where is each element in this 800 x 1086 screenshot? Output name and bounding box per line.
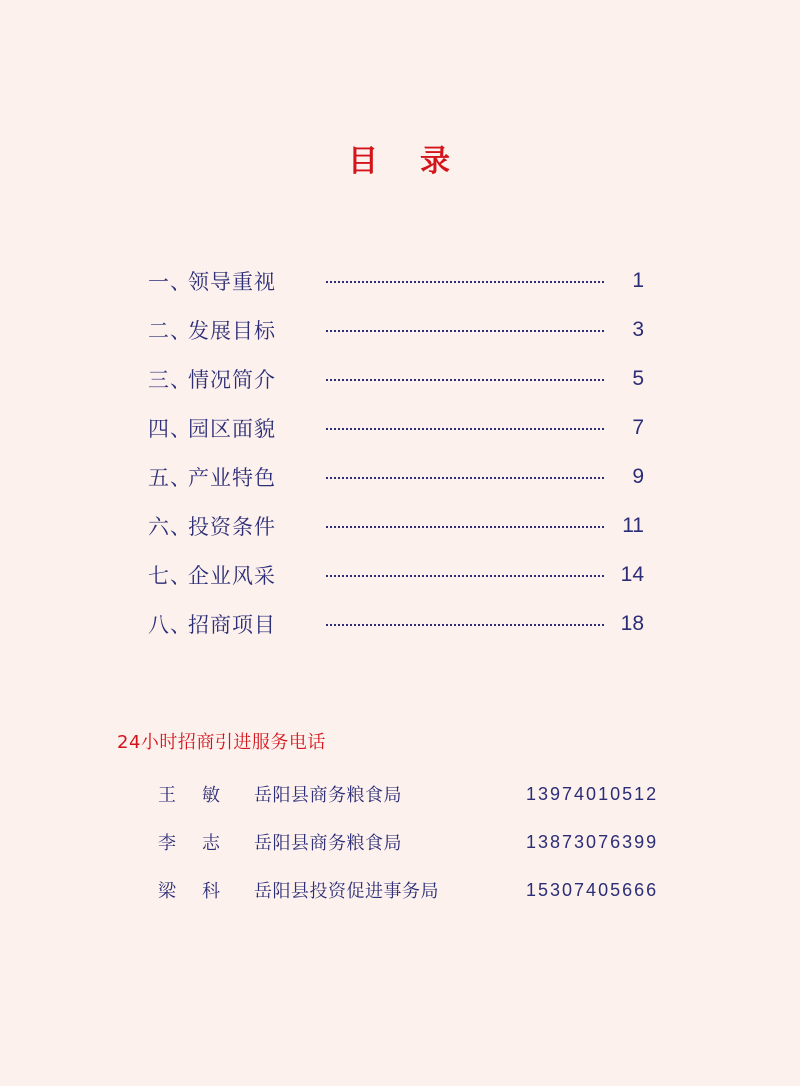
toc-number: 二、 (148, 318, 192, 343)
toc-row[interactable] (148, 305, 648, 354)
toc-title: 投资条件 (188, 514, 276, 539)
toc-number: 三、 (148, 367, 192, 392)
title-char-1: 目 (348, 144, 380, 179)
toc-number: 四、 (148, 416, 192, 441)
toc-title: 发展目标 (188, 318, 276, 343)
contact-organization: 岳阳县商务粮食局 (254, 785, 402, 806)
toc-leader-dots (326, 477, 604, 479)
table-of-contents (148, 256, 648, 648)
toc-leader-dots (326, 575, 604, 577)
contact-phone[interactable]: 15307405666 (526, 879, 659, 900)
toc-page-number: 14 (620, 562, 644, 586)
toc-title: 产业特色 (188, 465, 276, 490)
toc-row[interactable] (148, 452, 648, 501)
toc-number: 八、 (148, 612, 192, 637)
contact-phone[interactable]: 13974010512 (526, 783, 659, 804)
toc-row[interactable] (148, 501, 648, 550)
toc-leader-dots (326, 526, 604, 528)
toc-leader-dots (326, 428, 604, 430)
contact-phone[interactable]: 13873076399 (526, 831, 659, 852)
contact-name-char: 科 (202, 881, 220, 902)
contact-name (158, 829, 254, 855)
toc-title: 企业风采 (188, 563, 276, 588)
contact-organization: 岳阳县投资促进事务局 (254, 881, 439, 902)
contact-row (158, 770, 678, 818)
title-char-2: 录 (420, 144, 452, 179)
toc-leader-dots (326, 379, 604, 381)
toc-number: 一、 (148, 269, 192, 294)
toc-page-number: 9 (632, 464, 644, 488)
toc-page-number: 7 (632, 415, 644, 439)
hotline-heading: 24小时招商引进服务电话 (117, 732, 326, 753)
toc-title: 园区面貌 (188, 416, 276, 441)
toc-label (148, 462, 326, 492)
toc-row[interactable] (148, 599, 648, 648)
toc-number: 七、 (148, 563, 192, 588)
toc-page-number: 1 (632, 268, 644, 292)
contact-name-char: 王 (158, 785, 176, 806)
toc-number: 五、 (148, 465, 192, 490)
contact-organization: 岳阳县商务粮食局 (254, 833, 402, 854)
toc-label (148, 560, 326, 590)
toc-number: 六、 (148, 514, 192, 539)
toc-page-number: 18 (620, 611, 644, 635)
toc-label (148, 364, 326, 394)
contact-row (158, 866, 678, 914)
toc-label (148, 609, 326, 639)
contact-name (158, 781, 254, 807)
toc-row[interactable] (148, 550, 648, 599)
toc-row[interactable] (148, 403, 648, 452)
toc-label (148, 315, 326, 345)
toc-row[interactable] (148, 256, 648, 305)
toc-leader-dots (326, 281, 604, 283)
page-title (0, 140, 800, 184)
toc-leader-dots (326, 330, 604, 332)
toc-row[interactable] (148, 354, 648, 403)
toc-page-number: 5 (632, 366, 644, 390)
toc-title: 情况简介 (188, 367, 276, 392)
contact-list (158, 770, 678, 914)
contact-name-char: 敏 (202, 785, 220, 806)
toc-title: 领导重视 (188, 269, 276, 294)
contact-name-char: 梁 (158, 881, 176, 902)
contact-name (158, 877, 254, 903)
toc-label (148, 511, 326, 541)
contact-row (158, 818, 678, 866)
contact-name-char: 李 (158, 833, 176, 854)
toc-title: 招商项目 (188, 612, 276, 637)
toc-label (148, 413, 326, 443)
contact-name-char: 志 (202, 833, 220, 854)
toc-leader-dots (326, 624, 604, 626)
toc-page-number: 11 (622, 513, 644, 537)
toc-page-number: 3 (632, 317, 644, 341)
toc-label (148, 266, 326, 296)
